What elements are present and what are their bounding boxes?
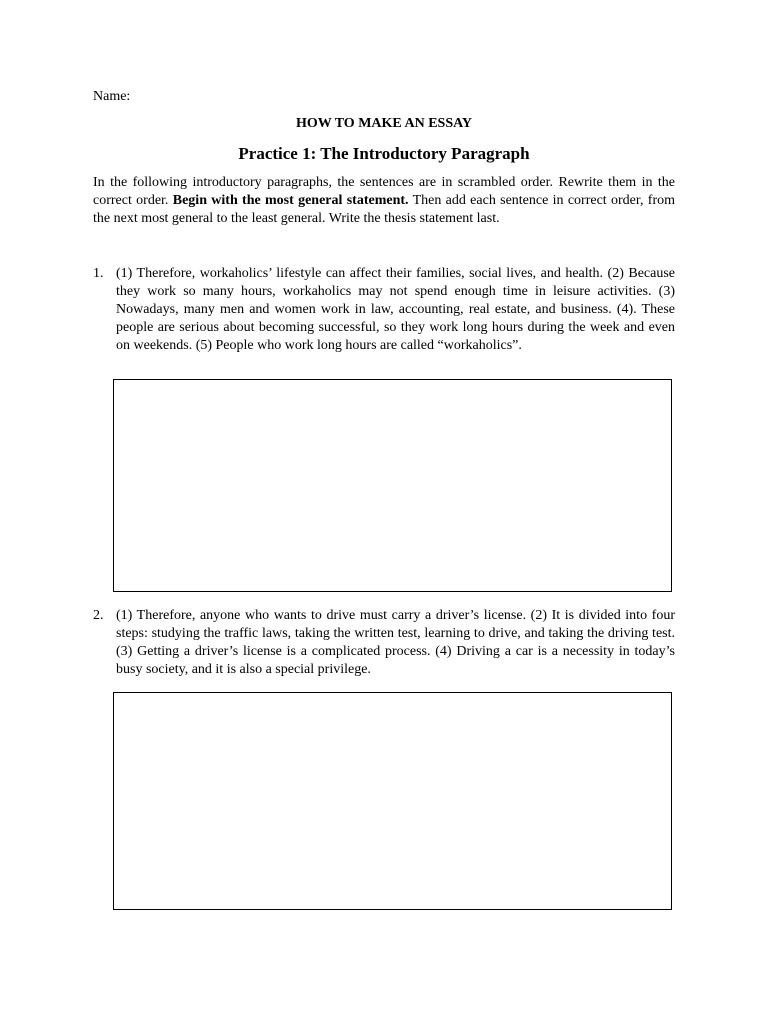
name-label: Name: xyxy=(93,89,131,104)
practice-title: Practice 1: The Introductory Paragraph xyxy=(238,144,530,163)
answer-box-1[interactable] xyxy=(113,379,672,592)
instructions-paragraph xyxy=(93,174,675,228)
instructions-text-end: Then add each sentence in correct order, from the next most general to the least general. Write the thesis statement last. xyxy=(93,193,675,226)
document-title: HOW TO MAKE AN ESSAY xyxy=(295,116,473,131)
exercise-1 xyxy=(93,265,675,355)
exercise-number: 1. xyxy=(93,266,104,281)
exercise-text: (1) Therefore, workaholics’ lifestyle can affect their families, social lives, and health. (2) Because they work so many hours, workaholics may not spend enough time in leisure activities. (3) Nowadays, many men and women work in law, accounting, real estate, and business. (4). These people are serious about becoming successful, so they work long hours during the week and even on weekends. (5) People who work long hours are called “workaholics”. xyxy=(116,266,675,353)
exercise-number: 2. xyxy=(93,608,104,623)
answer-box-2[interactable] xyxy=(113,692,672,910)
exercise-2 xyxy=(93,607,675,679)
instructions-emphasis: Begin with the most general statement. xyxy=(172,193,409,208)
instructions-text-start: In the following introductory paragraphs, the sentences are in scrambled order. Rewrite them in the correct order. xyxy=(93,175,675,208)
exercise-text: (1) Therefore, anyone who wants to drive must carry a driver’s license. (2) It is divided into four steps: studying the traffic laws, taking the written test, learning to drive, and taking the driving test. (3) Getting a driver’s license is a complicated process. (4) Driving a car is a necessity in today’s busy society, and it is also a special privilege. xyxy=(116,608,675,677)
